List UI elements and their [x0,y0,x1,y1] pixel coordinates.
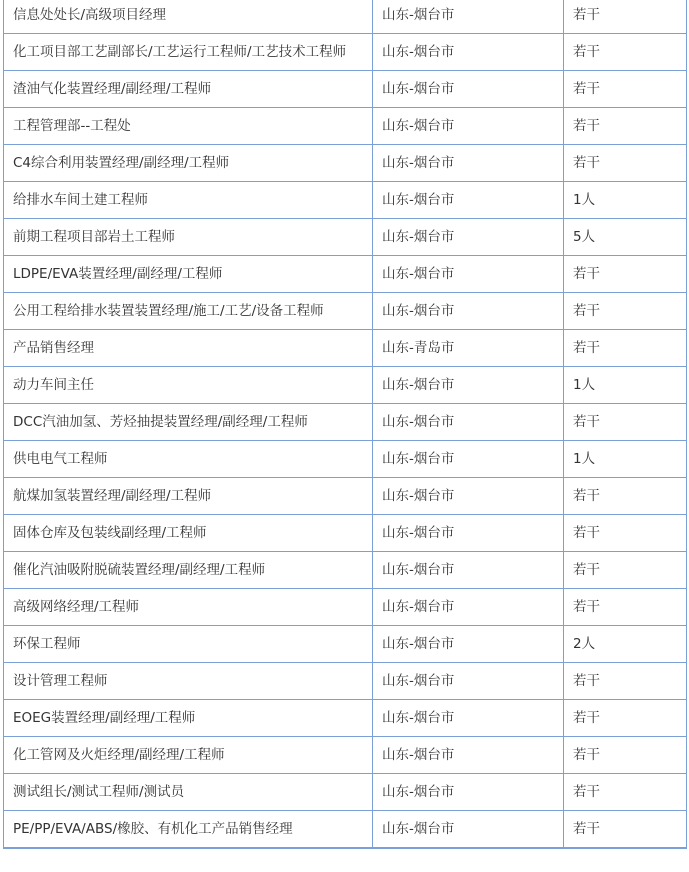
table-row [4,293,687,330]
location-cell: 山东-烟台市 [373,404,564,441]
location-cell: 山东-烟台市 [373,552,564,589]
count-cell: 若干 [564,811,687,848]
count-cell: 若干 [564,552,687,589]
position-cell: 信息处处长/高级项目经理 [4,0,373,34]
location-cell: 山东-烟台市 [373,293,564,330]
location-cell: 山东-烟台市 [373,34,564,71]
location-cell [373,848,564,849]
position-cell: 设计管理工程师 [4,663,373,700]
count-cell: 若干 [564,737,687,774]
position-cell: 高级网络经理/工程师 [4,589,373,626]
table-row [4,552,687,589]
count-cell: 2人 [564,626,687,663]
table-row [4,515,687,552]
count-cell: 若干 [564,34,687,71]
position-cell: 测试组长/测试工程师/测试员 [4,774,373,811]
position-cell: DCC汽油加氢、芳烃抽提装置经理/副经理/工程师 [4,404,373,441]
count-cell: 1人 [564,182,687,219]
count-cell: 若干 [564,589,687,626]
table-row [4,367,687,404]
position-cell: 环保工程师 [4,626,373,663]
count-cell: 1人 [564,441,687,478]
position-cell: 催化汽油吸附脱硫装置经理/副经理/工程师 [4,552,373,589]
table-row [4,663,687,700]
position-cell: 航煤加氢装置经理/副经理/工程师 [4,478,373,515]
position-cell [4,848,373,849]
position-cell: 供电电气工程师 [4,441,373,478]
count-cell: 若干 [564,774,687,811]
table-row [4,700,687,737]
location-cell: 山东-烟台市 [373,219,564,256]
position-cell: PE/PP/EVA/ABS/橡胶、有机化工产品销售经理 [4,811,373,848]
position-cell: 给排水车间土建工程师 [4,182,373,219]
position-cell: 工程管理部--工程处 [4,108,373,145]
location-cell: 山东-烟台市 [373,737,564,774]
table-row [4,182,687,219]
table-row [4,811,687,848]
location-cell: 山东-烟台市 [373,367,564,404]
location-cell: 山东-烟台市 [373,182,564,219]
table-row [4,330,687,367]
location-cell: 山东-烟台市 [373,145,564,182]
table-row [4,34,687,71]
position-cell: EOEG装置经理/副经理/工程师 [4,700,373,737]
location-cell: 山东-烟台市 [373,663,564,700]
table-row [4,108,687,145]
table-row [4,774,687,811]
position-cell: C4综合利用装置经理/副经理/工程师 [4,145,373,182]
location-cell: 山东-烟台市 [373,589,564,626]
count-cell: 若干 [564,404,687,441]
location-cell: 山东-烟台市 [373,774,564,811]
count-cell: 若干 [564,108,687,145]
table-row [4,145,687,182]
location-cell: 山东-烟台市 [373,811,564,848]
count-cell: 5人 [564,219,687,256]
position-cell: 公用工程给排水装置装置经理/施工/工艺/设备工程师 [4,293,373,330]
location-cell: 山东-烟台市 [373,256,564,293]
count-cell: 若干 [564,71,687,108]
table-row [4,626,687,663]
count-cell [564,848,687,849]
table-row [4,0,687,34]
table-row [4,71,687,108]
table-row [4,441,687,478]
count-cell: 若干 [564,293,687,330]
count-cell: 若干 [564,330,687,367]
table-row [4,256,687,293]
position-cell: 化工管网及火炬经理/副经理/工程师 [4,737,373,774]
table-row [4,848,687,849]
location-cell: 山东-烟台市 [373,441,564,478]
count-cell: 若干 [564,478,687,515]
position-cell: 前期工程项目部岩土工程师 [4,219,373,256]
count-cell: 若干 [564,700,687,737]
count-cell: 若干 [564,663,687,700]
table-row [4,589,687,626]
position-cell: LDPE/EVA装置经理/副经理/工程师 [4,256,373,293]
table-row [4,219,687,256]
location-cell: 山东-烟台市 [373,700,564,737]
location-cell: 山东-烟台市 [373,626,564,663]
job-listing-table [3,0,687,849]
location-cell: 山东-烟台市 [373,71,564,108]
location-cell: 山东-烟台市 [373,108,564,145]
location-cell: 山东-烟台市 [373,0,564,34]
count-cell: 1人 [564,367,687,404]
position-cell: 固体仓库及包装线副经理/工程师 [4,515,373,552]
job-table-body [4,0,687,849]
count-cell: 若干 [564,0,687,34]
position-cell: 产品销售经理 [4,330,373,367]
position-cell: 化工项目部工艺副部长/工艺运行工程师/工艺技术工程师 [4,34,373,71]
position-cell: 动力车间主任 [4,367,373,404]
table-row [4,404,687,441]
table-row [4,478,687,515]
count-cell: 若干 [564,145,687,182]
count-cell: 若干 [564,515,687,552]
location-cell: 山东-烟台市 [373,478,564,515]
location-cell: 山东-烟台市 [373,515,564,552]
position-cell: 渣油气化装置经理/副经理/工程师 [4,71,373,108]
count-cell: 若干 [564,256,687,293]
location-cell: 山东-青岛市 [373,330,564,367]
table-row [4,737,687,774]
